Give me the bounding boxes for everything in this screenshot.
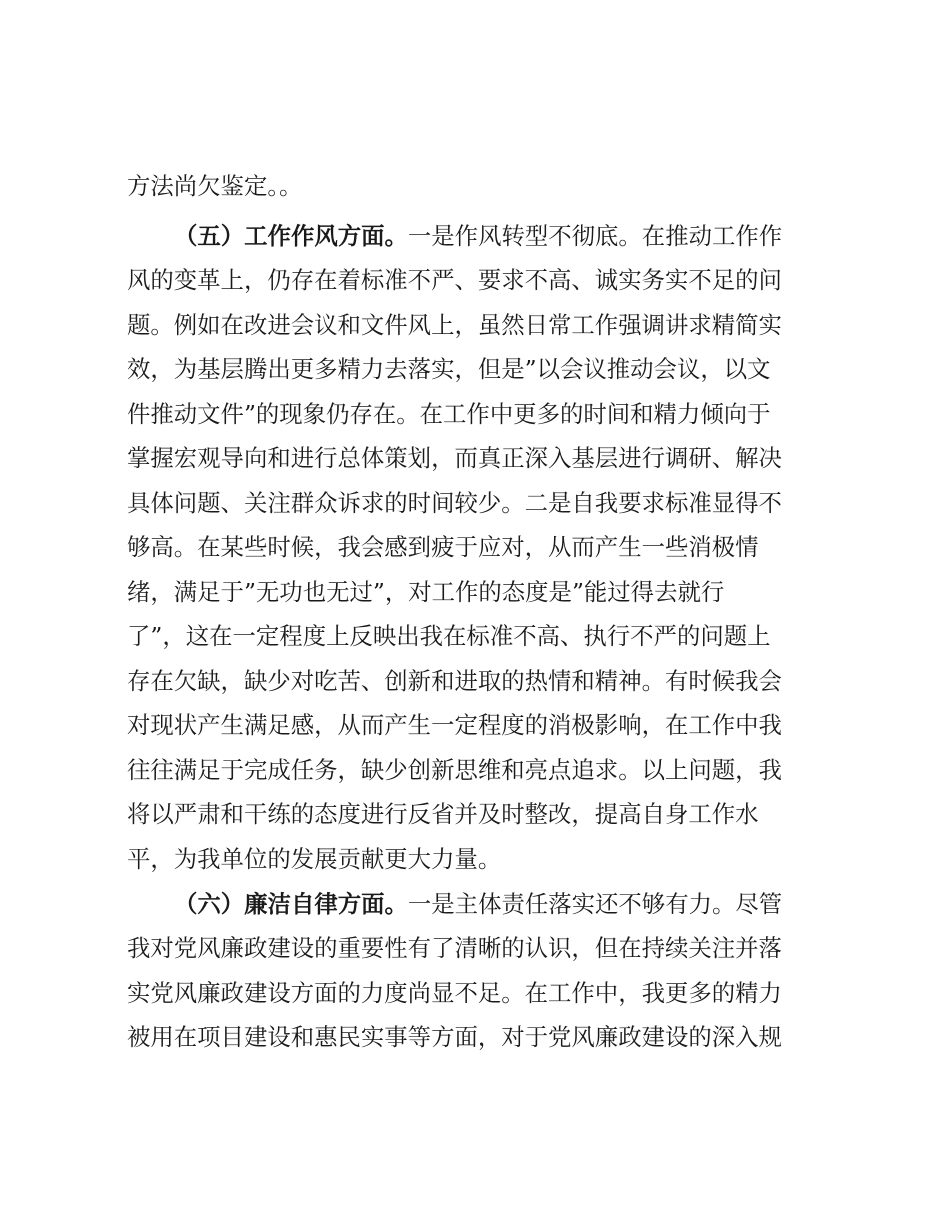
text-line: 将以严肃和干练的态度进行反省并及时整改，提高自身工作水 — [127, 800, 759, 828]
text-line: 被用在项目建设和惠民实事等方面，对于党风廉政建设的深入规 — [127, 1023, 782, 1051]
text-line: 题。例如在改进会议和文件风上，虽然日常工作强调讲求精简实 — [127, 311, 782, 339]
text-line: 我对党风廉政建设的重要性有了清晰的认识，但在持续关注并落 — [127, 934, 782, 962]
section-6-heading: （六）廉洁自律方面。 — [174, 890, 408, 918]
text-line: 掌握宏观导向和进行总体策划，而真正深入基层进行调研、解决 — [127, 444, 782, 472]
text-line: 存在欠缺，缺少对吃苦、创新和进取的热情和精神。有时候我会 — [127, 667, 782, 695]
text-line: 绪，满足于”无功也无过”，对工作的态度是”能过得去就行 — [127, 578, 725, 606]
text-span: 一是作风转型不彻底。在推动工作作 — [407, 222, 783, 250]
text-line: 够高。在某些时候，我会感到疲于应对，从而产生一些消极情 — [127, 533, 759, 561]
text-line: 了”，这在一定程度上反映出我在标准不高、执行不严的问题上 — [127, 622, 771, 650]
text-line: 实党风廉政建设方面的力度尚显不足。在工作中，我更多的精力 — [127, 979, 782, 1007]
text-line: 风的变革上，仍存在着标准不严、要求不高、诚实务实不足的问 — [127, 266, 782, 294]
text-span: 一是主体责任落实还不够有力。尽管 — [407, 890, 783, 918]
text-line: 具体问题、关注群众诉求的时间较少。二是自我要求标准显得不 — [127, 489, 782, 517]
text-line: 件推动文件”的现象仍存在。在工作中更多的时间和精力倾向于 — [127, 400, 771, 428]
text-line: 效，为基层腾出更多精力去落实，但是”以会议推动会议，以文 — [127, 355, 771, 383]
text-line: 方法尚欠鉴定。。 — [127, 172, 303, 200]
text-line: 平，为我单位的发展贡献更大力量。 — [127, 845, 502, 873]
section-6-first-line — [174, 882, 832, 926]
text-line: 往往满足于完成任务，缺少创新思维和亮点追求。以上问题，我 — [127, 756, 782, 784]
text-line: 对现状产生满足感，从而产生一定程度的消极影响，在工作中我 — [127, 711, 782, 739]
section-5-first-line — [174, 214, 832, 258]
section-5-heading: （五）工作作风方面。 — [174, 222, 408, 250]
